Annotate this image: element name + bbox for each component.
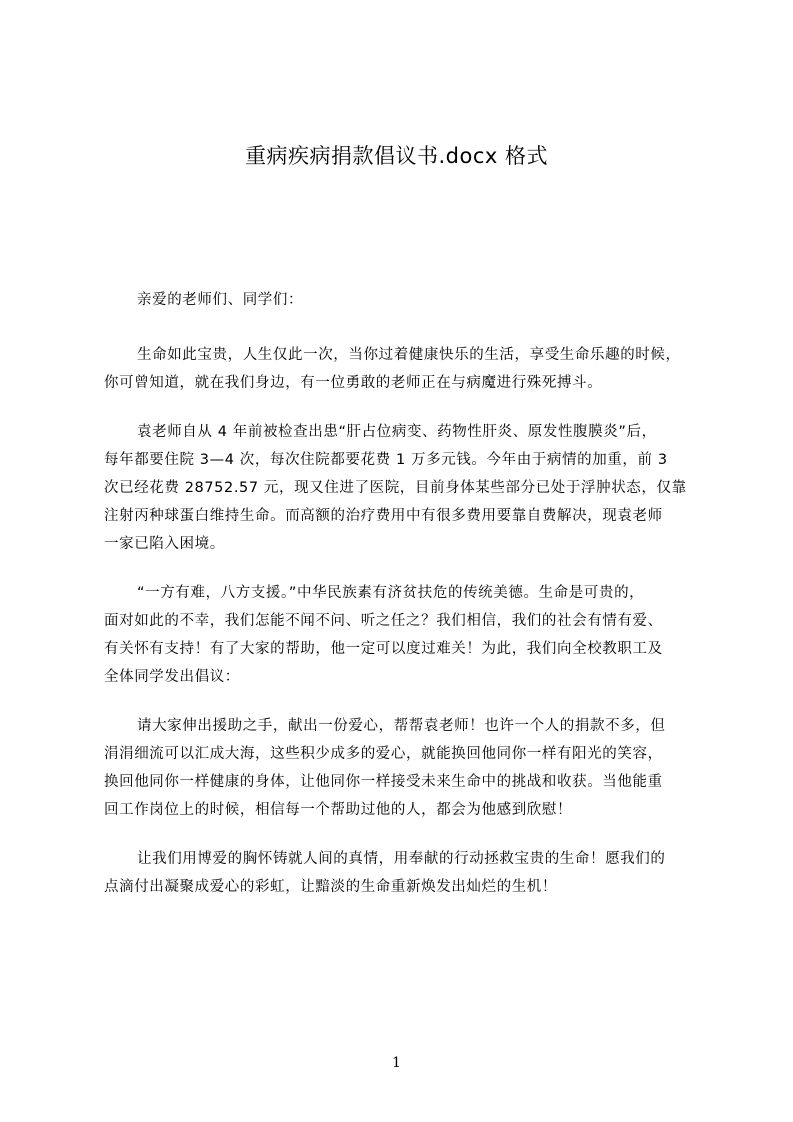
- paragraph-4-line-3: 换回他同你一样健康的身体，让他同你一样接受未来生命中的挑战和收获。当他能重: [104, 774, 663, 790]
- paragraph-2-line-4: 注射丙种球蛋白维持生命。而高额的治疗费用中有很多费用要靠自费解决，现袁老师: [104, 508, 663, 524]
- paragraph-2-line-2: 每年都要住院 3—4 次，每次住院都要花费 1 万多元钱。今年由于病情的加重，前 3: [104, 452, 668, 468]
- paragraph-5-line-2: 点滴付出凝聚成爱心的彩虹，让黯淡的生命重新焕发出灿烂的生机！: [104, 879, 557, 895]
- paragraph-3-line-3: 有关怀有支持！有了大家的帮助，他一定可以度过难关！为此，我们向全校教职工及: [104, 641, 663, 657]
- paragraph-2-line-1: 袁老师自从 4 年前被检查出患“肝占位病变、药物性肝炎、原发性腹膜炎”后，: [137, 424, 657, 440]
- paragraph-1-line-1: 生命如此宝贵，人生仅此一次，当你过着健康快乐的生活，享受生命乐趣的时候，: [137, 347, 681, 363]
- paragraph-3-line-2: 面对如此的不幸，我们怎能不闻不问、听之任之？我们相信，我们的社会有情有爱、: [104, 613, 663, 629]
- paragraph-3-line-1: “一方有难，八方支援。”中华民族素有济贫扶危的传统美德。生命是可贵的，: [137, 585, 645, 601]
- paragraph-4-line-2: 涓涓细流可以汇成大海，这些积少成多的爱心，就能换回他同你一样有阳光的笑容，: [104, 746, 663, 762]
- paragraph-4-line-4: 回工作岗位上的时候，相信每一个帮助过他的人，都会为他感到欣慰！: [104, 802, 573, 818]
- paragraph-3-line-4: 全体同学发出倡议：: [104, 669, 240, 685]
- paragraph-2-line-3: 次已经花费 28752.57 元，现又住进了医院，目前身体某些部分已处于浮肿状态，仅靠: [104, 480, 687, 496]
- paragraph-4-line-1: 请大家伸出援助之手，献出一份爱心，帮帮袁老师！也许一个人的捐款不多，但: [137, 718, 666, 734]
- paragraph-1-line-2: 你可曾知道，就在我们身边，有一位勇敢的老师正在与病魔进行殊死搏斗。: [104, 375, 603, 391]
- page-number: 1: [392, 1055, 401, 1071]
- paragraph-2-line-5: 一家已陷入困境。: [104, 536, 225, 552]
- salutation: 亲爱的老师们、同学们：: [137, 292, 304, 308]
- document-title: 重病疾病捐款倡议书.docx 格式: [244, 144, 548, 168]
- paragraph-5-line-1: 让我们用博爱的胸怀铸就人间的真情，用奉献的行动拯救宝贵的生命！愿我们的: [137, 851, 666, 867]
